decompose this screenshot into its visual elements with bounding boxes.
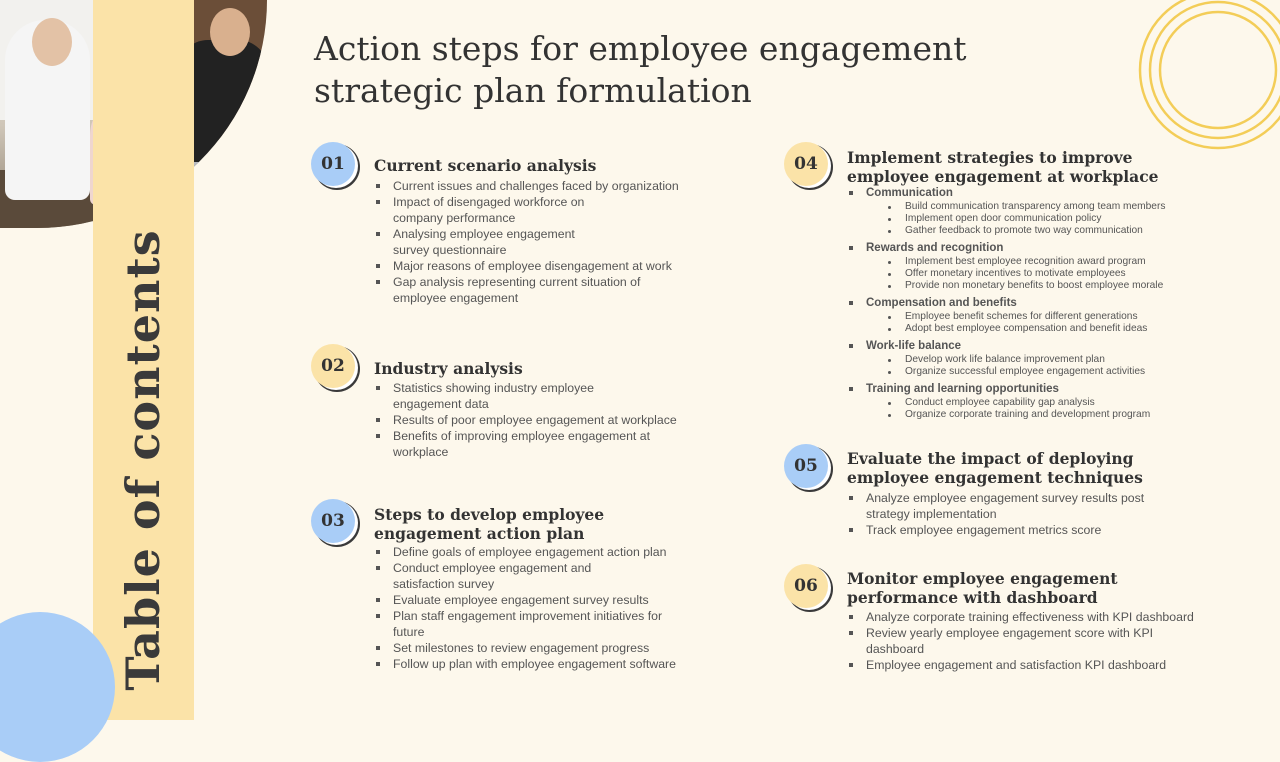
list-item: Statistics showing industry employee engagement data bbox=[374, 380, 623, 412]
sub-item: Gather feedback to promote two way communication bbox=[866, 225, 1247, 237]
category-training bbox=[847, 382, 1247, 421]
photo-person-woman-standing-head bbox=[32, 18, 72, 66]
list-item: Results of poor employee engagement at workplace bbox=[374, 412, 714, 428]
list-item: Analysing employee engagement survey questionnaire bbox=[374, 226, 603, 258]
section-title-04: Implement strategies to improve employee engagement at workplace bbox=[847, 148, 1159, 186]
list-item: Major reasons of employee disengagement at work bbox=[374, 258, 714, 274]
table-of-contents-title: Table of contents bbox=[116, 229, 170, 691]
list-item: Conduct employee engagement and satisfaction survey bbox=[374, 560, 623, 592]
section-list-06 bbox=[847, 609, 1247, 673]
section-list-02 bbox=[374, 380, 714, 460]
list-item: Review yearly employee engagement score with KPI dashboard bbox=[847, 625, 1166, 657]
list-item: Impact of disengaged workforce on company performance bbox=[374, 194, 603, 226]
sub-item: Build communication transparency among team members bbox=[866, 201, 1247, 213]
section-list-01 bbox=[374, 178, 714, 306]
sub-item: Conduct employee capability gap analysis bbox=[866, 397, 1247, 409]
section-number-02: 02 bbox=[311, 344, 355, 388]
category-label: Work-life balance bbox=[866, 340, 962, 352]
sub-list bbox=[866, 397, 1247, 421]
page-title: Action steps for employee engagement strategic plan formulation bbox=[314, 29, 967, 110]
sub-item: Implement open door communication policy bbox=[866, 213, 1247, 225]
list-item: Define goals of employee engagement action plan bbox=[374, 544, 714, 560]
category-label: Rewards and recognition bbox=[866, 242, 1004, 254]
list-item: Plan staff engagement improvement initiatives for future bbox=[374, 608, 673, 640]
sub-item: Employee benefit schemes for different generations bbox=[866, 311, 1247, 323]
sub-item: Provide non monetary benefits to boost employee morale bbox=[866, 280, 1247, 292]
photo-person-man-head bbox=[210, 8, 250, 56]
list-item: Analyze corporate training effectiveness with KPI dashboard bbox=[847, 609, 1247, 625]
sub-item: Organize successful employee engagement activities bbox=[866, 366, 1247, 378]
sub-item: Adopt best employee compensation and benefit ideas bbox=[866, 323, 1247, 335]
category-communication bbox=[847, 186, 1247, 237]
sub-item: Implement best employee recognition award program bbox=[866, 256, 1247, 268]
list-item: Track employee engagement metrics score bbox=[847, 522, 1247, 538]
sub-list bbox=[866, 256, 1247, 292]
category-label: Training and learning opportunities bbox=[866, 383, 1059, 395]
category-label: Compensation and benefits bbox=[866, 297, 1017, 309]
category-label: Communication bbox=[866, 187, 953, 199]
list-item: Analyze employee engagement survey results post strategy implementation bbox=[847, 490, 1186, 522]
section-number-01: 01 bbox=[311, 142, 355, 186]
list-item: Follow up plan with employee engagement software bbox=[374, 656, 714, 672]
sub-item: Develop work life balance improvement plan bbox=[866, 354, 1247, 366]
list-item: Benefits of improving employee engagement at workplace bbox=[374, 428, 663, 460]
sub-item: Organize corporate training and development program bbox=[866, 409, 1247, 421]
sub-list bbox=[866, 354, 1247, 378]
section-title-01: Current scenario analysis bbox=[374, 156, 597, 175]
sub-item: Offer monetary incentives to motivate employees bbox=[866, 268, 1247, 280]
section-title-05: Evaluate the impact of deploying employee engagement techniques bbox=[847, 449, 1143, 487]
section-number-06: 06 bbox=[784, 564, 828, 608]
section-title-03: Steps to develop employee engagement action plan bbox=[374, 505, 605, 543]
list-item: Employee engagement and satisfaction KPI dashboard bbox=[847, 657, 1247, 673]
list-item: Current issues and challenges faced by organization bbox=[374, 178, 714, 194]
category-compensation bbox=[847, 296, 1247, 335]
section-list-05 bbox=[847, 490, 1247, 538]
sub-list bbox=[866, 311, 1247, 335]
section-number-05: 05 bbox=[784, 444, 828, 488]
category-rewards bbox=[847, 241, 1247, 292]
section-number-03: 03 bbox=[311, 499, 355, 543]
list-item: Evaluate employee engagement survey results bbox=[374, 592, 714, 608]
list-item: Gap analysis representing current situation of employee engagement bbox=[374, 274, 653, 306]
section-list-04 bbox=[847, 186, 1247, 425]
section-title-06: Monitor employee engagement performance with dashboard bbox=[847, 569, 1118, 607]
section-title-02: Industry analysis bbox=[374, 359, 523, 378]
section-number-04: 04 bbox=[784, 142, 828, 186]
section-list-03 bbox=[374, 544, 714, 672]
list-item: Set milestones to review engagement progress bbox=[374, 640, 714, 656]
decorative-rings bbox=[1138, 0, 1280, 150]
category-work-life bbox=[847, 339, 1247, 378]
sub-list bbox=[866, 201, 1247, 237]
